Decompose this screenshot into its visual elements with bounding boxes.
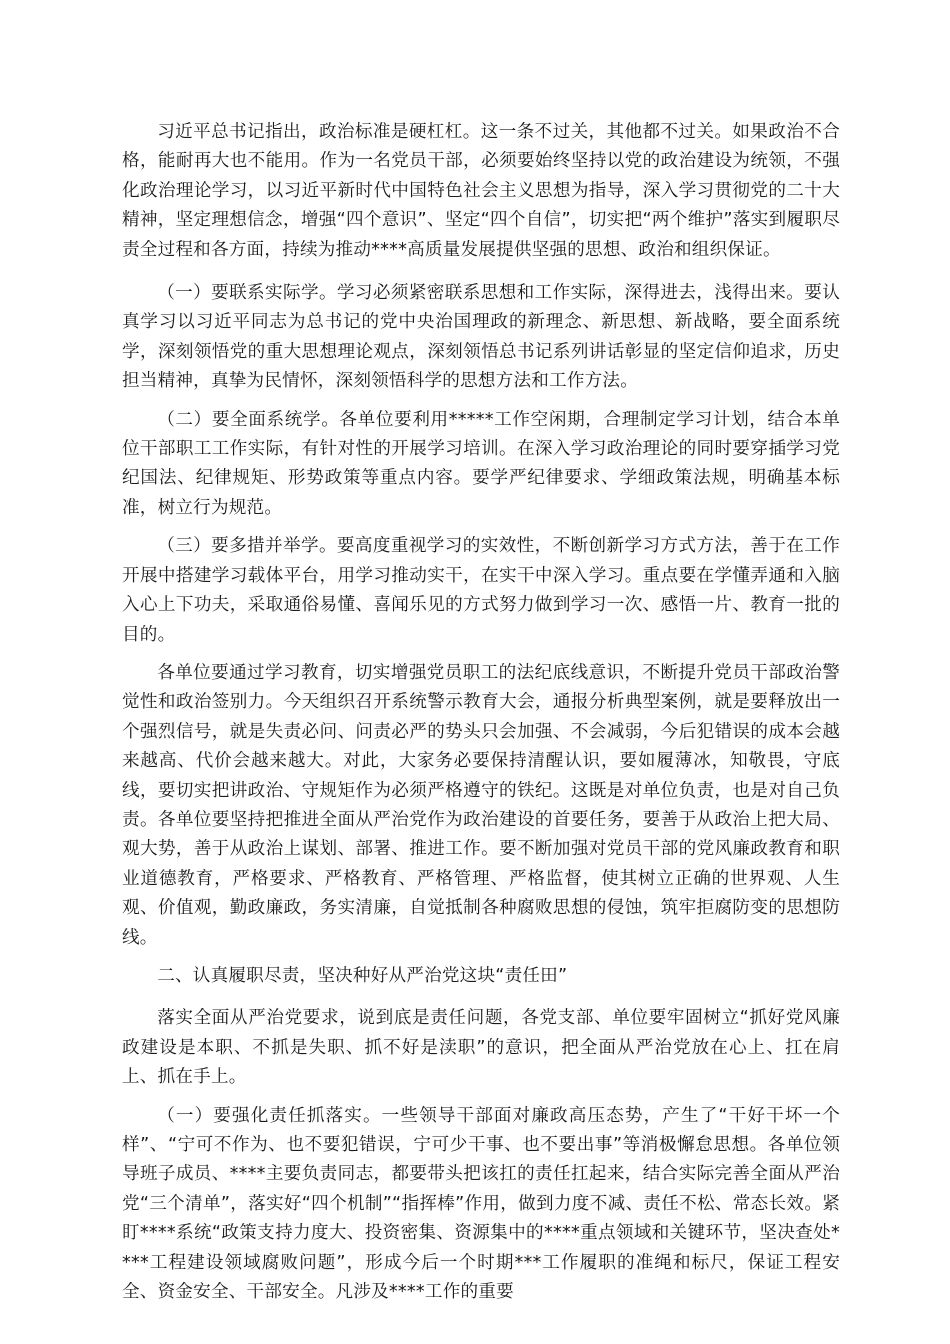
paragraph-section-intro: 落实全面从严治党要求，说到底是责任问题，各党支部、单位要牢固树立“抓好党风廉政建设是本职、不抓是失职、抓不好是渎职”的意识，把全面从严治党放在心上、扛在肩上、抓在手上。 xyxy=(122,1008,840,1088)
section-heading: 二、认真履职尽责，坚决种好从严治党这块“责任田” xyxy=(157,965,568,986)
paragraph-item-1: （一）要联系实际学。学习必须紧密联系思想和工作实际，深得进去，浅得出来。要认真学习以习近平同志为总书记的党中央治国理政的新理念、新思想、新战略，要全面系统学，深刻领悟党的重大思想理论观点，深刻领悟总书记系列讲话彰显的坚定信仰追求，历史担当精神，真挚为民情怀，深刻领悟科学的思想方法和工作方法。 xyxy=(122,283,840,392)
paragraph-summary: 各单位要通过学习教育，切实增强党员职工的法纪底线意识，不断提升党员干部政治警觉性和政治签别力。今天组织召开系统警示教育大会，通报分析典型案例，就是要释放出一个强烈信号，就是失责必问、问责必严的势头只会加强、不会减弱，今后犯错误的成本会越来越高、代价会越来越大。对此，大家务必要保持清醒认识，要如履薄冰，知敬畏，守底线，要切实把讲政治、守规矩作为必须严格遵守的铁纪。这既是对单位负责，也是对自己负责。各单位要坚持把推进全面从严治党作为政治建设的首要任务，要善于从政治上把大局、观大势，善于从政治上谋划、部署、推进工作。要不断加强对党员干部的党风廉政教育和职业道德教育，严格要求、严格教育、严格管理、严格监督，使其树立正确的世界观、人生观、价值观，勤政廉政，务实清廉，自觉抵制各种腐败思想的侵蚀，筑牢拒腐防变的思想防线。 xyxy=(122,662,840,948)
document-page xyxy=(122,118,840,1321)
paragraph-section-item-1: （一）要强化责任抓落实。一些领导干部面对廉政高压态势，产生了“干好干坏一个样”、“宁可不作为、也不要犯错误，宁可少干事、也不要出事”等消极懈怠思想。各单位领导班子成员、****主要负责同志，都要带头把该扛的责任扛起来，结合实际完善全面从严治党“三个清单”，落实好“四个机制”“指挥棒”作用，做到力度不减、责任不松、常态长效。紧盯****系统“政策支持力度大、投资密集、资源集中的****重点领域和关键环节，坚决查处****工程建设领域腐败问题”，形成今后一个时期***工作履职的准绳和标尺，保证工程安全、资金安全、干部安全。凡涉及****工作的重要 xyxy=(122,1105,840,1303)
paragraph-item-3: （三）要多措并举学。要高度重视学习的实效性，不断创新学习方式方法，善于在工作开展中搭建学习载体平台，用学习推动实干，在实干中深入学习。重点要在学懂弄通和入脑入心上下功夫，采取通俗易懂、喜闻乐见的方式努力做到学习一次、感悟一片、教育一批的目的。 xyxy=(122,536,840,645)
paragraph-intro: 习近平总书记指出，政治标准是硬杠杠。这一条不过关，其他都不过关。如果政治不合格，能耐再大也不能用。作为一名党员干部，必须要始终坚持以党的政治建设为统领，不强化政治理论学习，以习近平新时代中国特色社会主义思想为指导，深入学习贯彻党的二十大精神，坚定理想信念，增强“四个意识”、坚定“四个自信”，切实把“两个维护”落实到履职尽责全过程和各方面，持续为推动****高质量发展提供坚强的思想、政治和组织保证。 xyxy=(122,122,840,260)
paragraph-item-2: （二）要全面系统学。各单位要利用*****工作空闲期，合理制定学习计划，结合本单位干部职工工作实际，有针对性的开展学习培训。在深入学习政治理论的同时要穿插学习党纪国法、纪律规矩、形势政策等重点内容。要学严纪律要求、学细政策法规，明确基本标准，树立行为规范。 xyxy=(122,409,840,518)
